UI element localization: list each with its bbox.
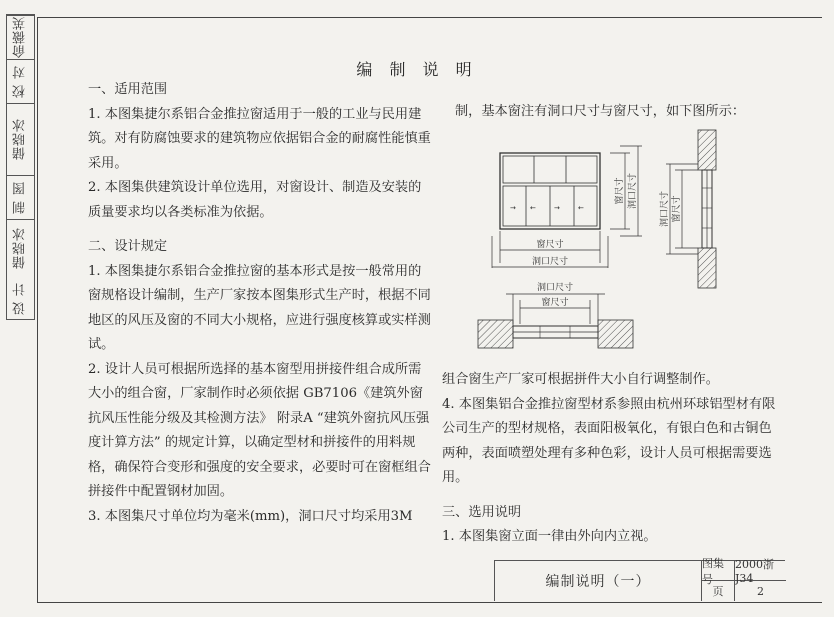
checker-signature: 俞薇英	[7, 15, 34, 59]
section-heading-design: 二、设计规定	[88, 239, 168, 254]
paragraph: 1. 本图集捷尔系铝合金推拉窗的基本形式是按一般常用的窗规格设计编制，生产厂家按本图集形式生产时，根据不同地区的风压及窗的不同大小规格，应进行强度核算或实样测试。	[88, 263, 431, 352]
paragraph: 组合窗生产厂家可根据拼件大小自行调整制作。	[442, 372, 719, 387]
paragraph: 制，基本窗注有洞口尺寸与窗尺寸，如下图所示：	[455, 104, 746, 119]
sheet-name: 编制说明（一）	[495, 561, 702, 601]
svg-text:→: →	[554, 204, 560, 212]
paragraph: 2. 设计人员可根据所选择的基本窗型用拼接件组合成所需大小的组合窗，厂家制作时必须依据 GB7106《建筑外窗抗风压性能分级及其检测方法》 附录A “建筑外窗抗风压强度计算方法” 的规定计算，以确定型材和拼接件的用料规格，确保符合变形和强度的安全要求，必要时可在窗框组合拼接件中配置钢材加固。	[88, 361, 431, 499]
svg-text:←: ←	[578, 204, 584, 212]
atlas-number-label: 图集号	[702, 561, 735, 581]
page-title: 编 制 说 明	[356, 60, 478, 79]
page-label: 页	[702, 581, 735, 601]
dim-label-opening-width: 洞口尺寸	[531, 257, 569, 267]
window-plan-section	[478, 320, 633, 348]
paragraph: 1. 本图集窗立面一律由外向内立视。	[442, 529, 657, 544]
window-side-section	[698, 130, 716, 288]
drafter-label: 制 图	[7, 175, 34, 219]
section-heading-selection: 三、选用说明	[442, 504, 522, 520]
dim-label-opening-side: 洞口尺寸	[660, 190, 670, 228]
svg-text:→: →	[510, 204, 516, 212]
paragraph: 2. 本图集供建筑设计单位选用，对窗设计、制造及安装的质量要求均以各类标准为依据。	[88, 180, 422, 220]
dim-label-opening-top: 洞口尺寸	[536, 283, 574, 293]
section-heading-scope: 一、适用范围	[88, 82, 168, 97]
checker-label: 校 对	[7, 59, 34, 103]
paragraph: 4. 本图集铝合金推拉窗型材系参照由杭州环球铝型材有限公司生产的型材规格，表面阳极氧化，有银白色和古铜色两种，表面喷塑处理有多种色彩，设计人员可根据需要选用。	[442, 396, 776, 485]
page-number: 2	[757, 584, 764, 598]
paragraph: 3. 本图集尺寸单位均为毫米(mm)，洞口尺寸均采用3M	[88, 508, 413, 524]
right-column	[442, 368, 777, 550]
atlas-number: 2000浙J34	[735, 561, 786, 581]
window-elevation	[500, 153, 600, 229]
title-block	[494, 556, 785, 601]
drafter-signature: 储晓冰	[7, 103, 34, 175]
left-column	[88, 78, 433, 529]
window-dimension-figure	[470, 128, 770, 358]
dim-label-window-height: 窗尺寸	[615, 177, 625, 205]
designer-signature: 储晓冰	[7, 219, 34, 277]
dim-label-window-top: 窗尺寸	[541, 298, 569, 308]
dim-label-window-width: 窗尺寸	[536, 240, 564, 250]
svg-text:←: ←	[530, 204, 536, 212]
paragraph: 1. 本图集捷尔系铝合金推拉窗适用于一般的工业与民用建筑。对有防腐蚀要求的建筑物应依据铝合金的耐腐性能慎重采用。	[88, 106, 431, 171]
dim-label-opening-height: 洞口尺寸	[628, 172, 638, 210]
designer-label: 设 计	[13, 281, 28, 315]
dim-label-window-side: 窗尺寸	[672, 195, 682, 223]
